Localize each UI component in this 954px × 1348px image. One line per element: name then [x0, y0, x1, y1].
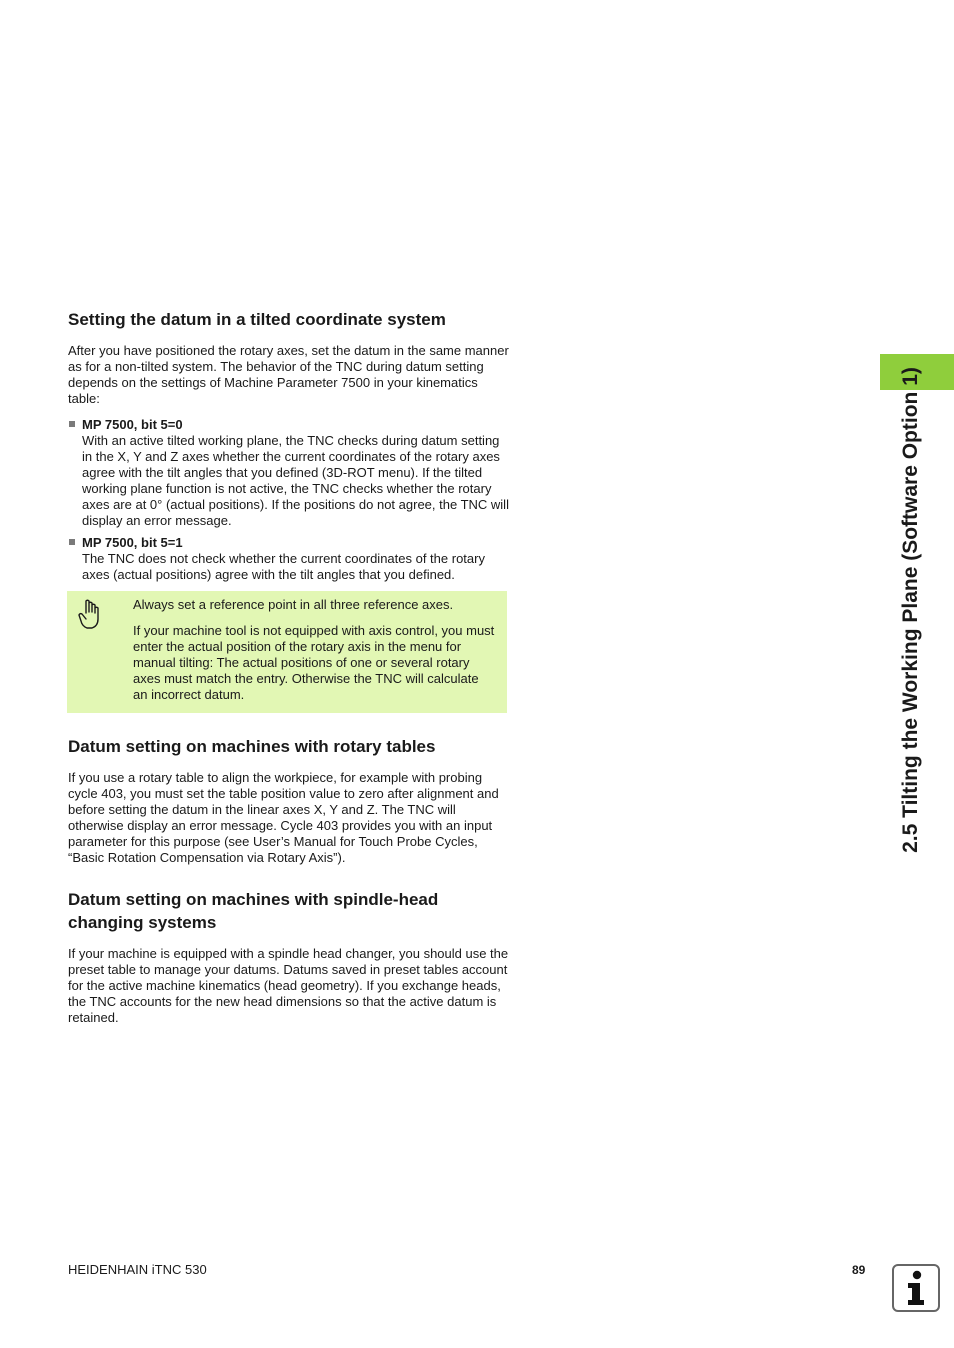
paragraph: After you have positioned the rotary axes, set the datum in the same manner as for a non-tilted system. The behavior of the TNC during datum setting depends on the settings of Machine Parameter 7500 in your kinematics table:	[68, 343, 509, 406]
section-heading: Setting the datum in a tilted coordinate system	[68, 310, 446, 329]
bullet-square-icon	[69, 421, 75, 427]
list-item-text: The TNC does not check whether the current coordinates of the rotary axes (actual positions) agree with the tilt angles that you defined.	[82, 551, 485, 582]
paragraph: If you use a rotary table to align the workpiece, for example with probing cycle 403, you must set the table position value to zero after alignment and before setting the datum in the linear axes X, Y and Z. The TNC will otherwise display an error message. Cycle 403 provides you with an input parameter for this purpose (see User’s Manual for Touch Probe Cycles, “Basic Rotation Compensation via Rotary Axis”).	[68, 770, 499, 865]
note-text: Always set a reference point in all three reference axes.	[133, 597, 454, 612]
list-item-title: MP 7500, bit 5=1	[82, 535, 183, 550]
info-icon	[892, 1264, 940, 1312]
page-number: 89	[852, 1263, 866, 1277]
pointing-hand-icon	[77, 599, 101, 631]
note-text: If your machine tool is not equipped with axis control, you must enter the actual position of the rotary axis in the menu for manual tilting: The actual positions of one or several rotary axes must match the entry. Otherwise the TNC will calculate an incorrect datum.	[133, 623, 495, 702]
list-item	[68, 417, 510, 529]
section-heading: Datum setting on machines with spindle-head changing systems	[68, 890, 439, 932]
note-box	[67, 591, 507, 713]
list-item	[68, 535, 510, 583]
list-item-text: With an active tilted working plane, the TNC checks during datum setting in the X, Y and Z axes whether the current coordinates of the rotary axes agree with the tilt angles that you defined (3D-ROT menu). If the tilted working plane function is not active, the TNC checks whether the rotary axes are at 0° (actual positions). If the positions do not agree, the TNC will display an error message.	[82, 433, 509, 528]
bullet-square-icon	[69, 539, 75, 545]
section-heading: Datum setting on machines with rotary tables	[68, 737, 436, 756]
chapter-title: 2.5 Tilting the Working Plane (Software Option 1)	[899, 367, 922, 853]
paragraph: If your machine is equipped with a spindle head changer, you should use the preset table to manage your datums. Datums saved in preset tables account for the active machine kinematics (head geometry). If you exchange heads, the TNC accounts for the new head dimensions so that the active datum is retained.	[68, 946, 509, 1025]
list-item-title: MP 7500, bit 5=0	[82, 417, 183, 432]
footer-product: HEIDENHAIN iTNC 530	[68, 1262, 207, 1277]
main-content	[68, 308, 510, 1036]
